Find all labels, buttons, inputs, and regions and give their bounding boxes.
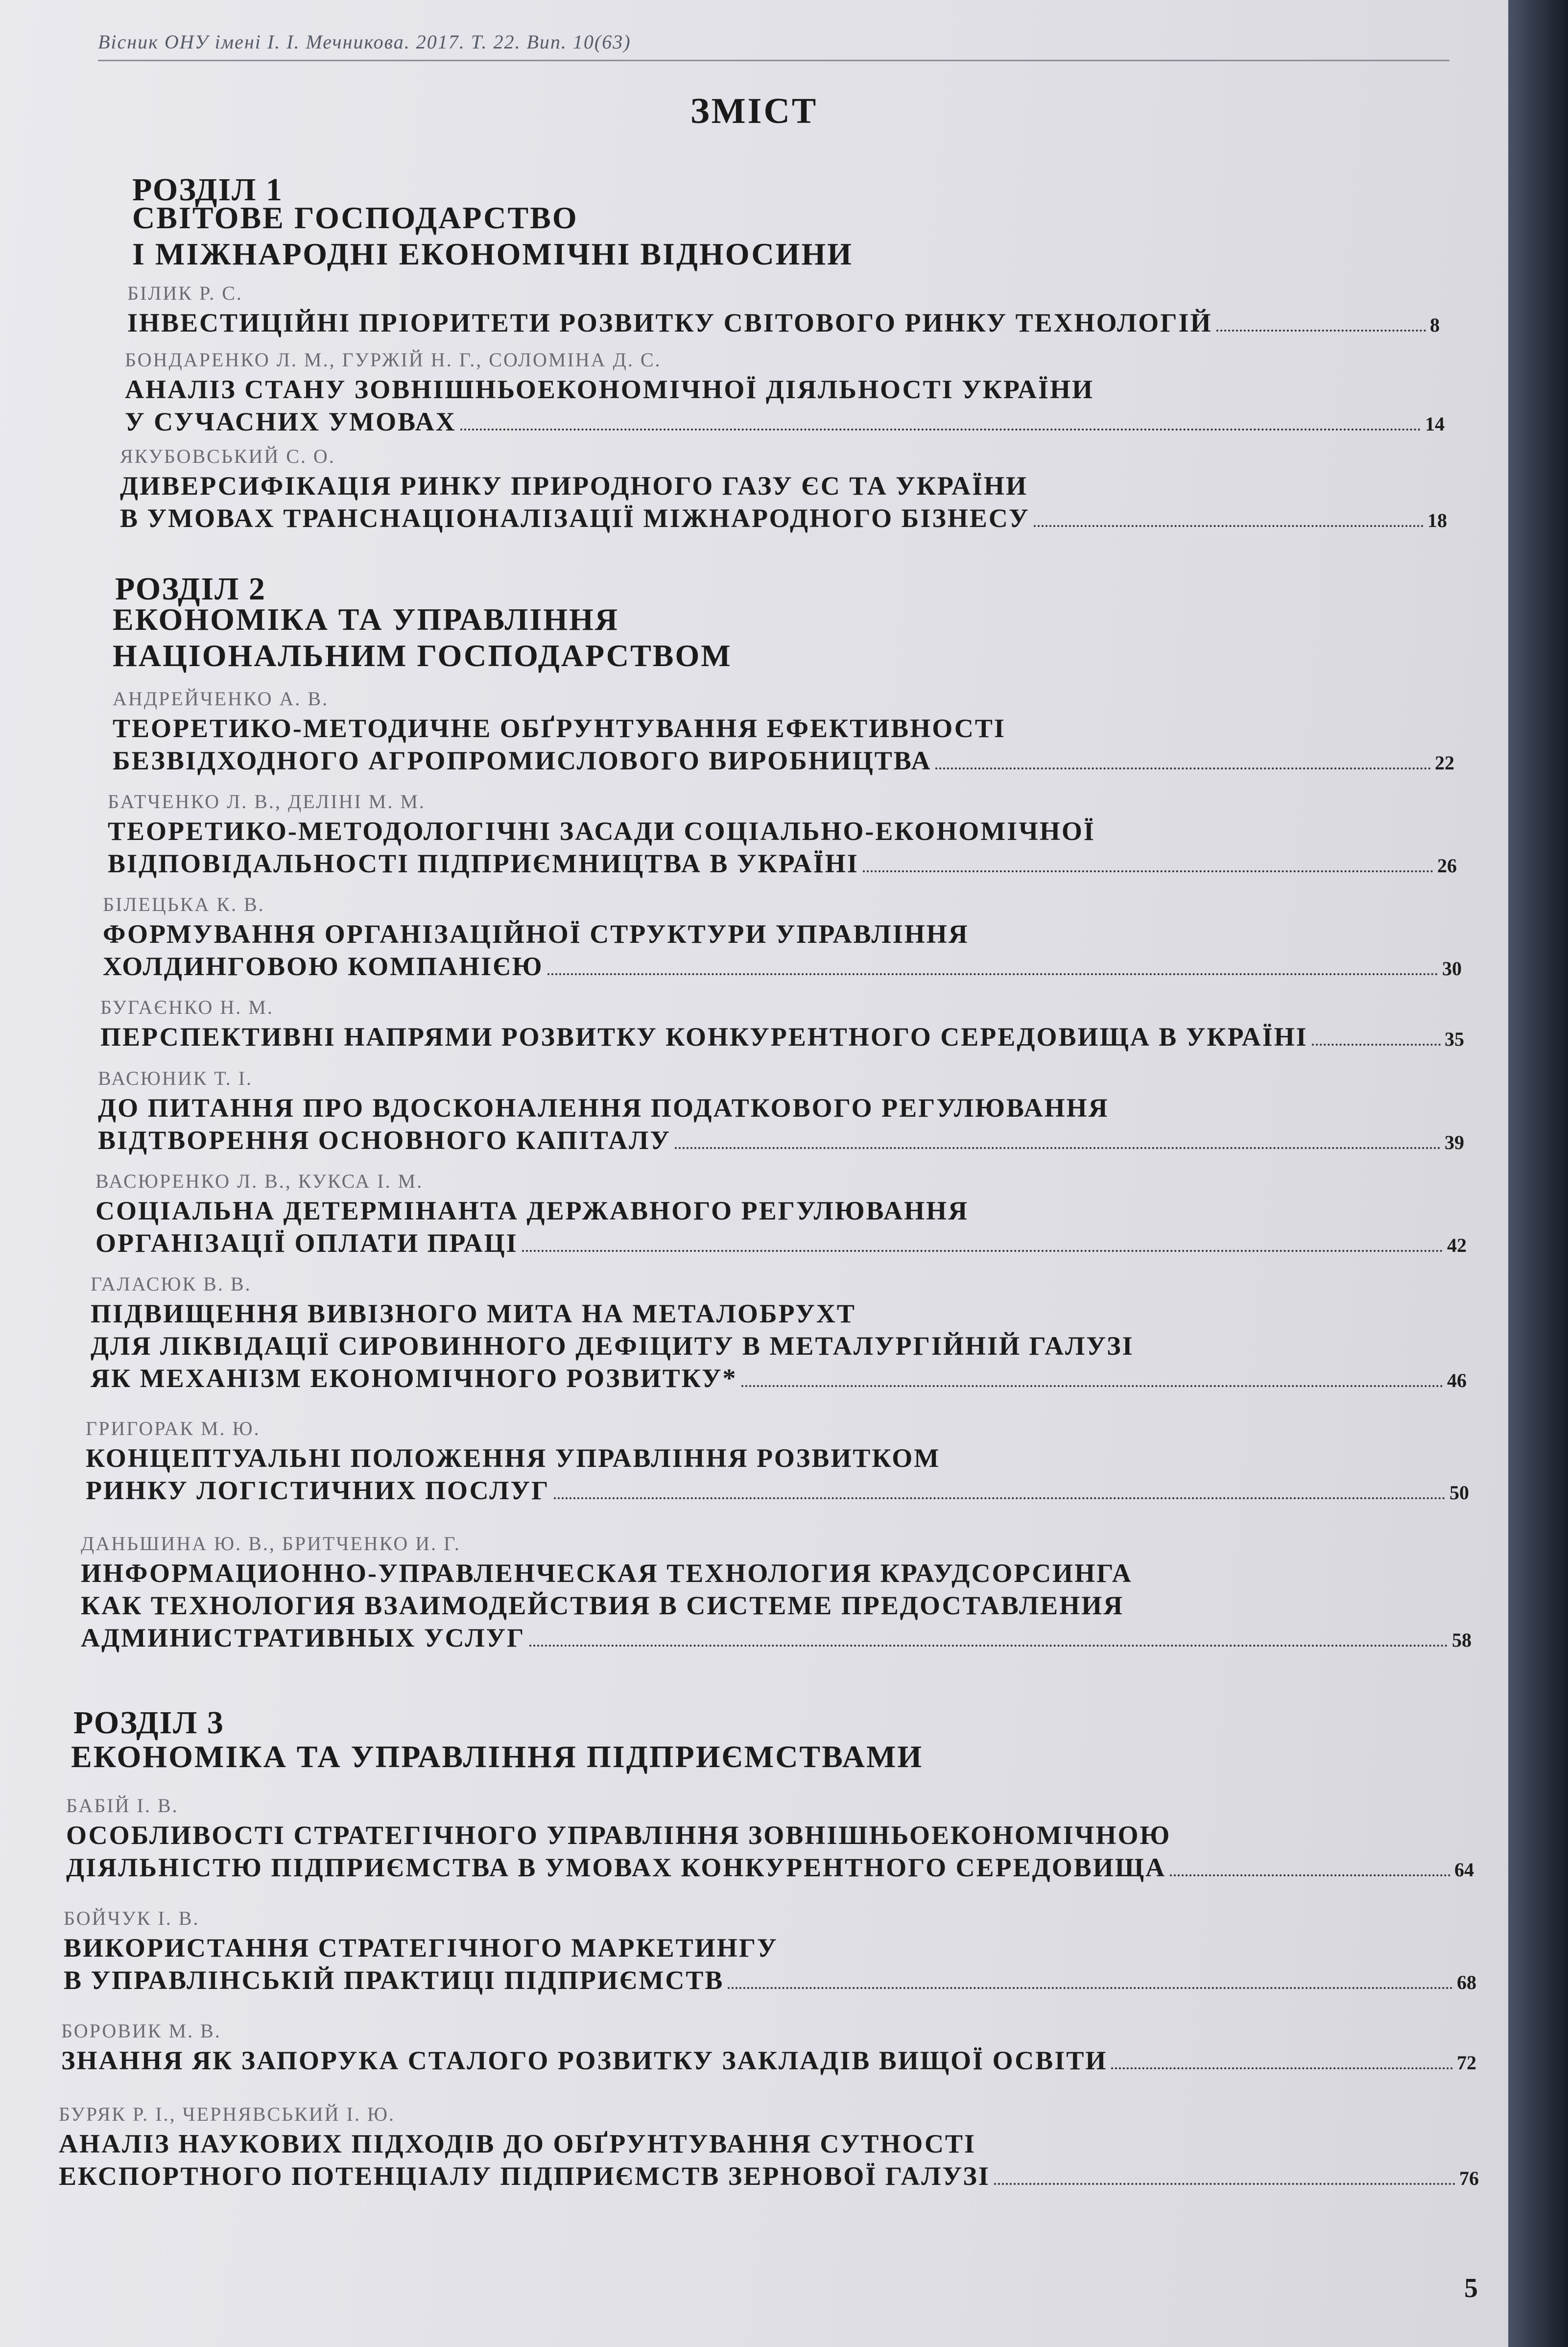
section-title-line: І МІЖНАРОДНІ ЕКОНОМІЧНІ ВІДНОСИНИ [132, 237, 853, 271]
dot-leader [1312, 1044, 1441, 1046]
toc-entry [91, 1271, 1467, 1397]
entry-page-ref: 76 [1459, 2167, 1479, 2189]
entry-authors: ЯКУБОВСЬКИЙ С. О. [120, 445, 335, 467]
toc-entry [103, 891, 1462, 985]
entry-page-ref: 8 [1430, 314, 1440, 336]
entry-title-last-line [100, 1021, 1464, 1055]
entry-title-line: РИНКУ ЛОГІСТИЧНИХ ПОСЛУГ [86, 1476, 550, 1505]
entry-title-last-line [108, 847, 1457, 882]
dot-leader [554, 1497, 1446, 1499]
dot-leader [741, 1385, 1443, 1387]
entry-authors: БАБІЙ І. В. [66, 1795, 179, 1817]
entry-title-line: ДИВЕРСИФІКАЦІЯ РИНКУ ПРИРОДНОГО ГАЗУ ЄС ТА УКРАЇНИ [120, 471, 1028, 501]
entry-title-line: ПІДВИЩЕННЯ ВИВІЗНОГО МИТА НА МЕТАЛОБРУХТ [91, 1299, 856, 1328]
entry-title-last-line [98, 1124, 1464, 1159]
toc-entry [120, 443, 1447, 537]
entry-title-line: ВІДПОВІДАЛЬНОСТІ ПІДПРИЄМНИЦТВА В УКРАЇНІ [108, 849, 859, 878]
entry-title-last-line [64, 1964, 1476, 1999]
entry-page-ref: 68 [1457, 1971, 1476, 1993]
entry-title-last-line [113, 744, 1454, 779]
toc-entry [95, 1168, 1467, 1262]
entry-title-last-line [61, 2044, 1476, 2079]
toc-entry [86, 1415, 1469, 1509]
entry-authors: БОНДАРЕНКО Л. М., ГУРЖІЙ Н. Г., СОЛОМІНА Д. С. [125, 349, 662, 371]
entry-authors: ВАСЮНИК Т. І. [98, 1067, 253, 1089]
section-title-line: ЕКОНОМІКА ТА УПРАВЛІННЯ ПІДПРИЄМСТВАМИ [71, 1739, 924, 1774]
entry-title-last-line [81, 1622, 1472, 1656]
section-number: РОЗДІЛ 2 [115, 571, 266, 607]
entry-authors: БАТЧЕНКО Л. В., ДЕЛIНI М. М. [108, 790, 426, 813]
entry-title-line: ИНФОРМАЦИОННО-УПРАВЛЕНЧЕСКАЯ ТЕХНОЛОГИЯ КРАУДСОРСИНГА [81, 1558, 1133, 1588]
dot-leader [1216, 330, 1426, 332]
entry-title-last-line [127, 307, 1440, 341]
entry-title-line: В УПРАВЛІНСЬКІЙ ПРАКТИЦІ ПІДПРИЄМСТВ [64, 1965, 724, 1995]
toc-entry [98, 1065, 1464, 1159]
section-number: РОЗДІЛ 3 [73, 1705, 224, 1741]
entry-page-ref: 72 [1457, 2052, 1476, 2074]
entry-title-line: ДО ПИТАННЯ ПРО ВДОСКОНАЛЕННЯ ПОДАТКОВОГО РЕГУЛЮВАННЯ [98, 1093, 1109, 1123]
entry-authors: ГРИГОРАК М. Ю. [86, 1417, 261, 1439]
section-title-line: СВІТОВЕ ГОСПОДАРСТВО [132, 200, 578, 235]
entry-title-line: ОСОБЛИВОСТІ СТРАТЕГІЧНОГО УПРАВЛІННЯ ЗОВНІШНЬОЕКОНОМІЧНОЮ [66, 1820, 1171, 1850]
entry-title-last-line [86, 1474, 1469, 1509]
section-title-line: НАЦІОНАЛЬНИМ ГОСПОДАРСТВОМ [113, 638, 732, 673]
section-title [71, 1739, 923, 1775]
toc-entry [125, 347, 1445, 440]
entry-page-ref: 30 [1442, 958, 1462, 980]
dot-leader [529, 1645, 1448, 1647]
dot-leader [460, 429, 1421, 431]
toc-entry [66, 1793, 1474, 1886]
entry-authors: БІЛИК Р. С. [127, 282, 243, 304]
entry-page-ref: 39 [1445, 1131, 1464, 1153]
entry-title-line: КОНЦЕПТУАЛЬНІ ПОЛОЖЕННЯ УПРАВЛІННЯ РОЗВИТКОМ [86, 1443, 941, 1473]
entry-title-last-line [91, 1362, 1467, 1397]
entry-page-ref: 50 [1449, 1482, 1469, 1504]
entry-title-last-line [125, 406, 1445, 440]
entry-authors: ГАЛАСЮК В. В. [91, 1273, 252, 1295]
toc-entry [127, 280, 1440, 341]
entry-title-line: ІНВЕСТИЦІЙНІ ПРІОРИТЕТИ РОЗВИТКУ СВІТОВОГО РИНКУ ТЕХНОЛОГІЙ [127, 308, 1212, 337]
toc-entry [113, 686, 1454, 779]
entry-title-line: ВИКОРИСТАННЯ СТРАТЕГІЧНОГО МАРКЕТИНГУ [64, 1933, 778, 1963]
page-edge-shadow [1508, 0, 1568, 2347]
section-title [113, 601, 732, 674]
dot-leader [1034, 525, 1424, 527]
dot-leader [1170, 1874, 1450, 1876]
entry-authors: БУРЯК Р. І., ЧЕРНЯВСЬКИЙ І. Ю. [59, 2103, 395, 2125]
entry-title-last-line [95, 1227, 1467, 1262]
entry-title-line: ОРГАНІЗАЦІЇ ОПЛАТИ ПРАЦІ [95, 1228, 518, 1258]
entry-title-line: В УМОВАХ ТРАНСНАЦІОНАЛІЗАЦІЇ МІЖНАРОДНОГО БІЗНЕСУ [120, 503, 1030, 533]
toc-entry [100, 994, 1464, 1055]
toc-title: ЗМІСТ [690, 91, 818, 131]
entry-page-ref: 18 [1427, 509, 1447, 531]
entry-authors: БОЙЧУК І. В. [64, 1907, 200, 1929]
entry-title-line: ВІДТВОРЕННЯ ОСНОВНОГО КАПІТАЛУ [98, 1126, 671, 1155]
entry-title-line: ФОРМУВАННЯ ОРГАНІЗАЦІЙНОЇ СТРУКТУРИ УПРАВЛІННЯ [103, 919, 969, 949]
entry-page-ref: 64 [1454, 1859, 1474, 1881]
entry-title-last-line [66, 1851, 1474, 1886]
entry-title-line: ТЕОРЕТИКО-МЕТОДОЛОГІЧНІ ЗАСАДИ СОЦІАЛЬНО-ЕКОНОМІЧНОЇ [108, 816, 1095, 846]
entry-page-ref: 42 [1447, 1234, 1467, 1256]
dot-leader [547, 973, 1438, 975]
dot-leader [1111, 2067, 1453, 2069]
dot-leader [728, 1987, 1453, 1989]
entry-title-line: ДІЯЛЬНІСТЮ ПІДПРИЄМСТВА В УМОВАХ КОНКУРЕНТНОГО СЕРЕДОВИЩА [66, 1853, 1166, 1882]
entry-title-line: ПЕРСПЕКТИВНІ НАПРЯМИ РОЗВИТКУ КОНКУРЕНТНОГО СЕРЕДОВИЩА В УКРАЇНІ [100, 1022, 1308, 1052]
entry-title-line: АДМИНИСТРАТИВНЫХ УСЛУГ [81, 1623, 525, 1652]
entry-title-line: СОЦІАЛЬНА ДЕТЕРМІНАНТА ДЕРЖАВНОГО РЕГУЛЮВАННЯ [95, 1196, 969, 1225]
entry-title-line: БЕЗВІДХОДНОГО АГРОПРОМИСЛОВОГО ВИРОБНИЦТВА [113, 746, 932, 775]
entry-title-line: КАК ТЕХНОЛОГИЯ ВЗАИМОДЕЙСТВИЯ В СИСТЕМЕ ПРЕДОСТАВЛЕНИЯ [81, 1591, 1124, 1620]
running-head: Вісник ОНУ імені І. І. Мечникова. 2017. Т. 22. Вип. 10(63) [98, 31, 631, 53]
entry-title-line: ЯК МЕХАНІЗМ ЕКОНОМІЧНОГО РОЗВИТКУ* [91, 1364, 737, 1393]
entry-title-line: ТЕОРЕТИКО-МЕТОДИЧНЕ ОБҐРУНТУВАННЯ ЕФЕКТИВНОСТІ [113, 714, 1006, 743]
entry-title-line: ЗНАННЯ ЯК ЗАПОРУКА СТАЛОГО РОЗВИТКУ ЗАКЛАДІВ ВИЩОЇ ОСВІТИ [61, 2046, 1108, 2075]
entry-title-line: ДЛЯ ЛІКВІДАЦІЇ СИРОВИННОГО ДЕФІЦИТУ В МЕТАЛУРГІЙНІЙ ГАЛУЗІ [91, 1331, 1134, 1361]
entry-title-last-line [103, 950, 1462, 985]
entry-page-ref: 35 [1445, 1028, 1464, 1050]
entry-page-ref: 46 [1447, 1369, 1467, 1391]
dot-leader [863, 870, 1433, 872]
entry-authors: БОРОВИК М. В. [61, 2020, 221, 2042]
entry-page-ref: 58 [1452, 1629, 1472, 1651]
dot-leader [675, 1147, 1441, 1149]
entry-title-last-line [59, 2160, 1479, 2195]
toc-entry [81, 1531, 1472, 1656]
entry-title-last-line [120, 502, 1447, 537]
entry-authors: АНДРЕЙЧЕНКО А. В. [113, 688, 329, 710]
entry-title-line: АНАЛІЗ СТАНУ ЗОВНІШНЬОЕКОНОМІЧНОЇ ДІЯЛЬНОСТІ УКРАЇНИ [125, 375, 1094, 404]
section-title [132, 200, 853, 272]
dot-leader [994, 2183, 1455, 2185]
entry-title-line: ЕКСПОРТНОГО ПОТЕНЦІАЛУ ПІДПРИЄМСТВ ЗЕРНОВОЇ ГАЛУЗІ [59, 2161, 990, 2191]
section-title-line: ЕКОНОМІКА ТА УПРАВЛІННЯ [113, 602, 619, 637]
entry-page-ref: 22 [1435, 752, 1454, 774]
entry-authors: БУГАЄНКО Н. М. [100, 996, 274, 1018]
entry-page-ref: 26 [1437, 855, 1457, 877]
toc-entry [108, 789, 1457, 882]
entry-title-line: ХОЛДИНГОВОЮ КОМПАНІЄЮ [103, 952, 544, 981]
dot-leader [522, 1250, 1443, 1252]
entry-authors: ДАНЬШИНА Ю. В., БРИТЧЕНКО И. Г. [81, 1533, 461, 1555]
entry-authors: ВАСЮРЕНКО Л. В., КУКСА І. М. [95, 1170, 424, 1192]
toc-entry [64, 1905, 1476, 1999]
entry-authors: БІЛЕЦЬКА К. В. [103, 893, 265, 915]
toc-entry [59, 2101, 1479, 2195]
entry-page-ref: 14 [1425, 413, 1445, 435]
page-number: 5 [1464, 2273, 1478, 2303]
toc-entry [61, 2018, 1476, 2079]
dot-leader [935, 767, 1431, 769]
section-number: РОЗДІЛ 1 [132, 172, 283, 208]
entry-title-line: АНАЛІЗ НАУКОВИХ ПІДХОДІВ ДО ОБҐРУНТУВАННЯ СУТНОСТІ [59, 2129, 976, 2158]
entry-title-line: У СУЧАСНИХ УМОВАХ [125, 407, 456, 436]
